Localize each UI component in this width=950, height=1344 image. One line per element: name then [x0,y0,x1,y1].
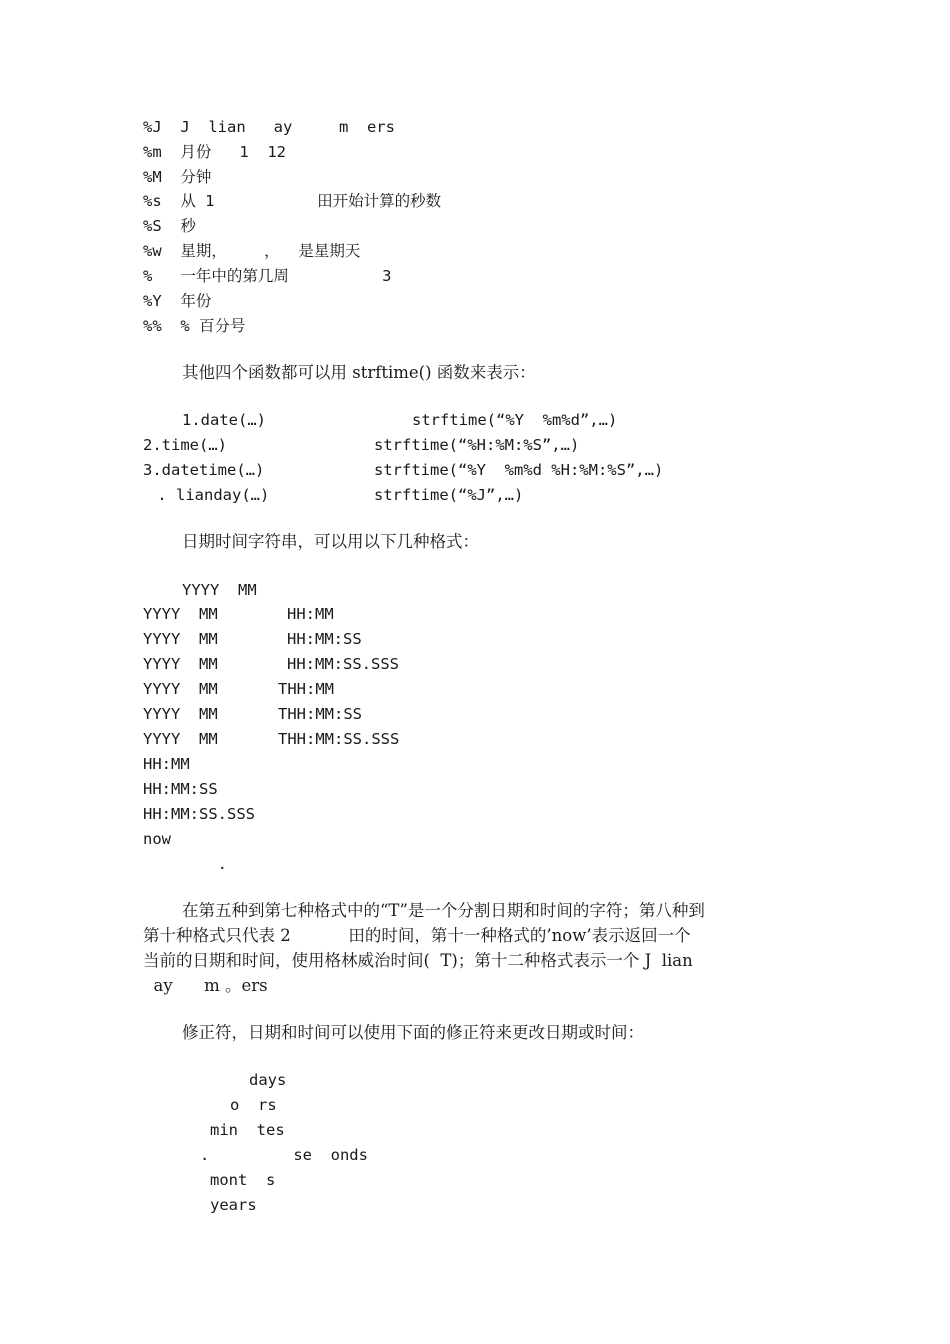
format-line: %% % 百分号 [143,317,246,335]
format-line: %S 秒 [143,217,196,235]
func-left: 3.datetime(…) [143,461,265,479]
date-format-left: YYYY MM [143,705,218,723]
date-format-left: YYYY MM [143,730,218,748]
date-format-right: HH:MM:SS [287,630,362,648]
modifier-item: mont s [210,1171,276,1189]
date-format-left: HH:MM:SS.SSS [143,805,255,823]
date-format-left: HH:MM:SS [143,780,218,798]
date-format-right: THH:MM [278,680,334,698]
format-line: %s 从 1 田开始计算的秒数 [143,192,442,210]
modifier-item: days [249,1071,287,1089]
date-format-right: HH:MM:SS.SSS [287,655,399,673]
paragraph-formats: 日期时间字符串，可以用以下几种格式： [182,532,479,551]
paragraph-strftime: 其他四个函数都可以用 strftime() 函数来表示： [182,363,536,382]
date-format-left: . [143,855,227,873]
paragraph-t-separator: 当前的日期和时间，使用格林威治时间( T)；第十二种格式表示一个 J lian [143,951,693,970]
date-format-right: HH:MM [287,605,334,623]
modifier-item: o rs [230,1096,277,1114]
format-line: % 一年中的第几周 3 [143,267,392,285]
date-format-right: THH:MM:SS [278,705,362,723]
paragraph-t-separator: 在第五种到第七种格式中的“T”是一个分割日期和时间的字符；第八种到 [182,901,705,920]
date-format-left: now [143,830,171,848]
func-left: 1.date(…) [182,411,266,429]
format-line: %Y 年份 [143,292,212,310]
format-line: %w 星期， ， 是星期天 [143,242,361,260]
func-left: . lianday(…) [148,486,270,504]
date-format-left: YYYY MM [143,605,218,623]
func-right: strftime(“%Y %m%d”,…) [412,411,618,429]
date-format-left: YYYY MM [143,655,218,673]
paragraph-t-separator: ay m 。ers [143,976,268,995]
format-line: %J J lian ay m ers [143,118,395,136]
format-line: %M 分钟 [143,168,212,186]
func-left: 2.time(…) [143,436,227,454]
modifier-item: min tes [210,1121,285,1139]
date-format-left: YYYY MM [182,581,257,599]
func-right: strftime(“%J”,…) [374,486,524,504]
paragraph-t-separator: 第十种格式只代表 2 田的时间，第十一种格式的’now’表示返回一个 [143,926,691,945]
date-format-left: HH:MM [143,755,190,773]
paragraph-modifiers: 修正符，日期和时间可以使用下面的修正符来更改日期或时间： [182,1023,644,1042]
func-right: strftime(“%Y %m%d %H:%M:%S”,…) [374,461,664,479]
format-line: %m 月份 1 12 [143,143,286,161]
modifier-item: years [210,1196,257,1214]
func-right: strftime(“%H:%M:%S”,…) [374,436,580,454]
date-format-right: THH:MM:SS.SSS [278,730,400,748]
date-format-left: YYYY MM [143,680,218,698]
modifier-item: . se onds [200,1146,368,1164]
date-format-left: YYYY MM [143,630,218,648]
